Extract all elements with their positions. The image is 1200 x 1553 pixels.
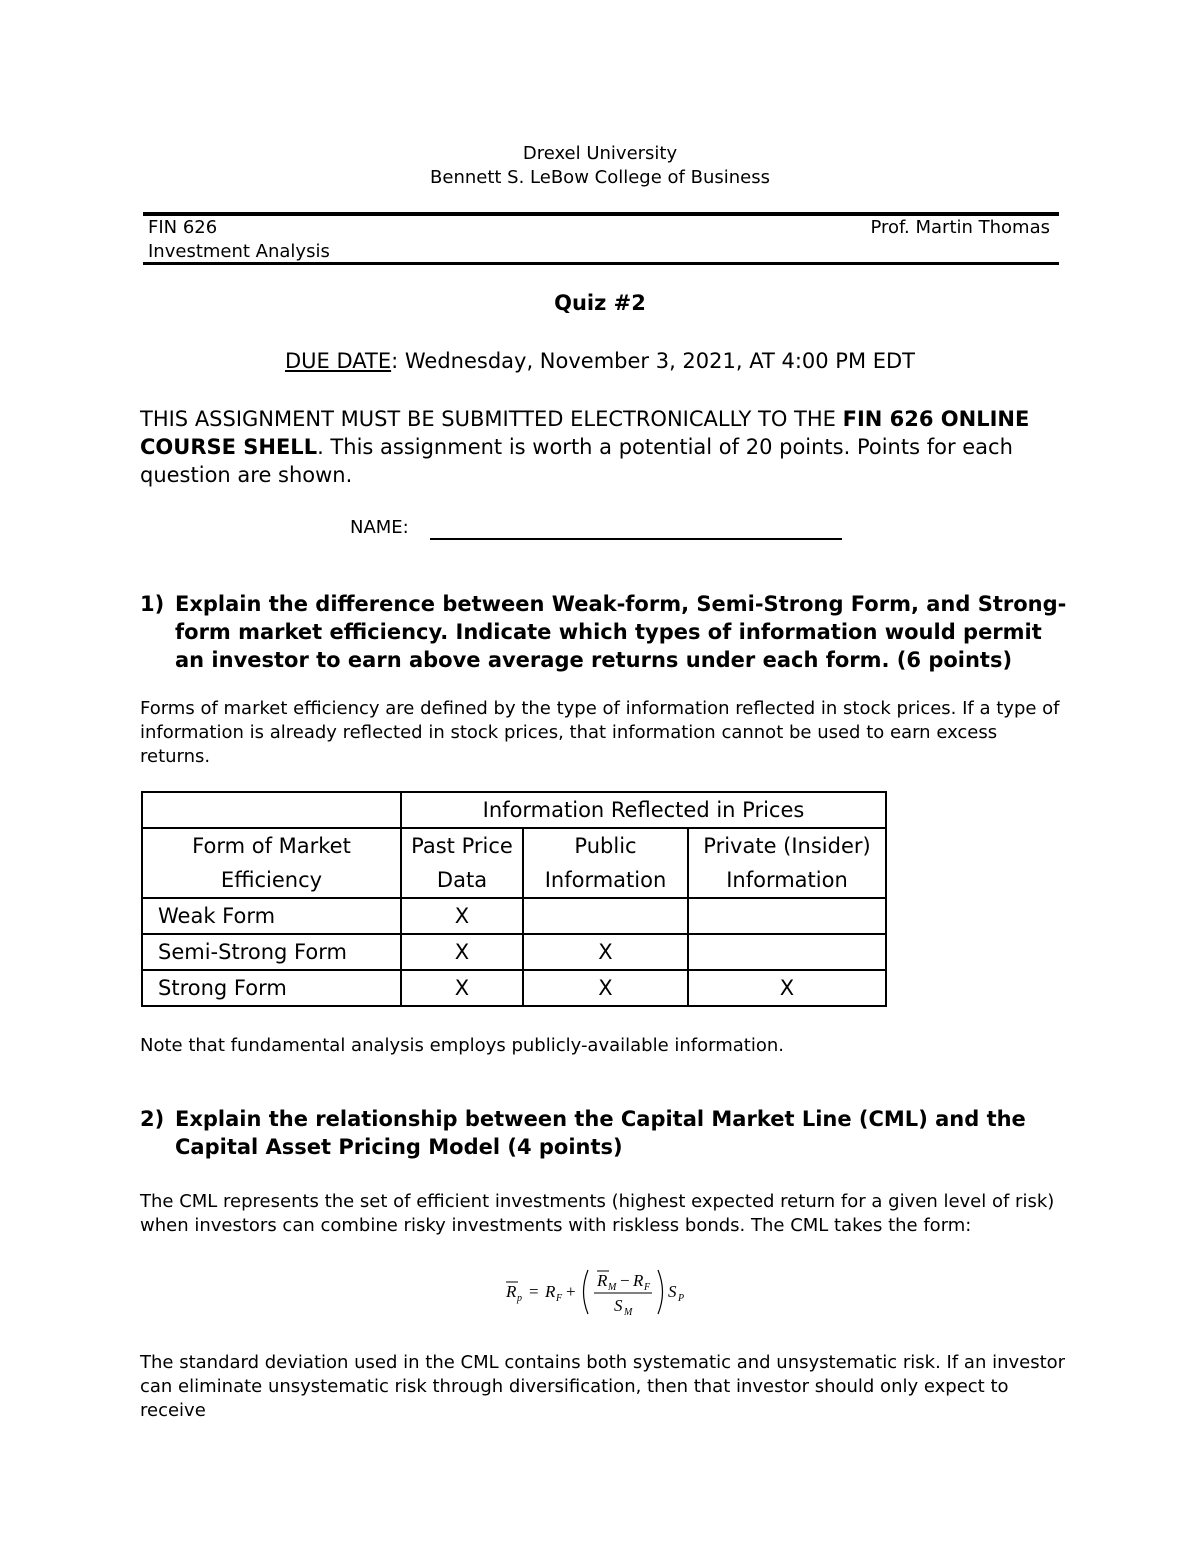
table-row-form: Strong Form — [142, 970, 401, 1006]
table-header-private-line2: Information — [726, 868, 848, 892]
question-1-answer: Forms of market efficiency are defined by the type of information reflected in stock prices. If a type of information is already reflected in stock prices, that information cannot be used to earn excess returns. — [140, 698, 1060, 767]
table-row-private — [688, 934, 886, 970]
question-1-note: Note that fundamental analysis employs publicly-available information. — [140, 1035, 785, 1056]
table-row — [142, 934, 886, 970]
question-2-answer-1: The CML represents the set of efficient investments (highest expected return for a given level of risk) when investors can combine risky investments with riskless bonds. The CML takes the form: — [140, 1191, 1055, 1236]
table-header-public-line2: Information — [544, 868, 667, 892]
table-row-past: X — [401, 970, 523, 1006]
table-column-header-row — [142, 828, 886, 898]
table-row-past: X — [401, 898, 523, 934]
cml-formula — [500, 1262, 700, 1322]
table-row-form: Semi-Strong Form — [142, 934, 401, 970]
question-1-text: Explain the difference between Weak-form, Semi-Strong Form, and Strong-form market efficiency. Indicate which types of information would permit an investor to earn above average returns under each form. (6 points) — [175, 592, 1067, 672]
table-row-public: X — [523, 934, 688, 970]
table-row-private — [688, 898, 886, 934]
due-date-text: : Wednesday, November 3, 2021, AT 4:00 PM EDT — [391, 349, 916, 373]
instructions — [140, 405, 1070, 489]
svg-text:F: F — [556, 1293, 563, 1304]
instructions-part1: THIS ASSIGNMENT MUST BE SUBMITTED ELECTRONICALLY TO THE — [140, 407, 843, 431]
svg-text:M: M — [624, 1307, 633, 1318]
svg-text:R: R — [545, 1282, 556, 1301]
table-header-past — [401, 828, 523, 898]
question-2-number: 2) — [140, 1107, 165, 1131]
college-name: Bennett S. LeBow College of Business — [430, 167, 770, 188]
table-header-form — [142, 828, 401, 898]
quiz-title: Quiz #2 — [554, 291, 646, 315]
table-row-public: X — [523, 970, 688, 1006]
table-empty-cell — [142, 792, 401, 828]
instructions-part2: . This assignment is worth a potential of 20 points. Points for each question are shown. — [140, 435, 1013, 487]
svg-text:+: + — [566, 1282, 576, 1301]
svg-text:F: F — [644, 1282, 651, 1293]
svg-text:R: R — [633, 1271, 644, 1290]
header-top-rule — [143, 212, 1059, 216]
svg-text:R: R — [506, 1282, 517, 1301]
course-name: Investment Analysis — [148, 241, 330, 262]
table-group-header: Information Reflected in Prices — [401, 792, 886, 828]
table-header-private — [688, 828, 886, 898]
table-row — [142, 898, 886, 934]
table-header-public-line1: Public — [574, 834, 637, 858]
table-header-past-line1: Past Price — [411, 834, 513, 858]
table-row-form: Weak Form — [142, 898, 401, 934]
svg-text:=: = — [529, 1282, 539, 1301]
professor-name: Prof. Martin Thomas — [870, 217, 1050, 238]
table-row — [142, 970, 886, 1006]
svg-text:S: S — [668, 1282, 677, 1301]
instructions-bold: FIN 626 ONLINE COURSE SHELL — [140, 407, 1030, 459]
due-date-line — [0, 349, 1200, 373]
table-row-public — [523, 898, 688, 934]
question-1-number: 1) — [140, 592, 165, 616]
name-label: NAME: — [350, 517, 409, 538]
question-2-answer-2: The standard deviation used in the CML contains both systematic and unsystematic risk. If an investor can eliminate unsystematic risk through diversification, then that investor should only expect to receive — [140, 1352, 1066, 1421]
svg-text:R: R — [597, 1271, 608, 1290]
market-efficiency-table — [141, 791, 887, 1007]
table-row-past: X — [401, 934, 523, 970]
svg-text:S: S — [614, 1296, 623, 1315]
question-2-text: Explain the relationship between the Capital Market Line (CML) and the Capital Asset Pricing Model (4 points) — [175, 1107, 1026, 1159]
table-header-public — [523, 828, 688, 898]
svg-text:−: − — [620, 1271, 630, 1290]
question-1 — [140, 590, 1070, 680]
table-header-form-line2: Efficiency — [220, 868, 323, 892]
svg-text:M: M — [608, 1282, 617, 1293]
table-group-header-row — [142, 792, 886, 828]
table-row-private: X — [688, 970, 886, 1006]
university-name: Drexel University — [522, 143, 678, 164]
table-header-private-line1: Private (Insider) — [703, 834, 871, 858]
svg-text:p: p — [517, 1293, 522, 1304]
table-header-form-line1: Form of Market — [192, 834, 351, 858]
table-header-past-line2: Data — [436, 868, 488, 892]
due-date-label: DUE DATE — [284, 349, 392, 373]
header-bottom-rule — [143, 262, 1059, 265]
svg-text:P: P — [678, 1293, 685, 1304]
name-blank-line — [430, 538, 842, 540]
course-code: FIN 626 — [148, 217, 218, 238]
question-2 — [140, 1105, 1070, 1165]
